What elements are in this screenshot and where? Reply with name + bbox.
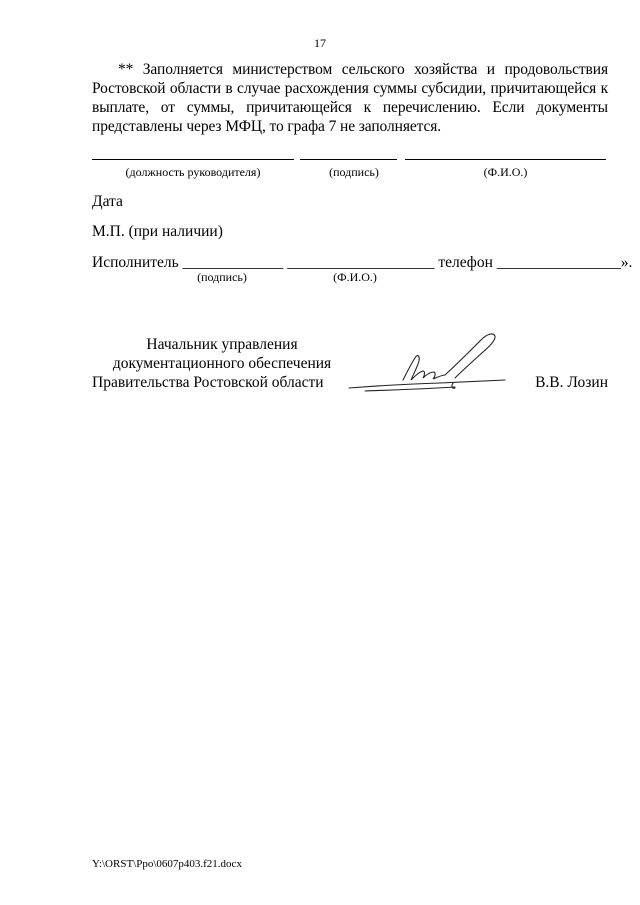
executor-signature-caption: (подпись) (197, 270, 247, 284)
position-line (92, 159, 294, 160)
closing-title-line1: Начальник управления (146, 336, 298, 353)
page-number: 17 (314, 36, 326, 50)
footnote-paragraph: ** Заполняется министерством сельского хозяйства и продовольствия Ростовской области в случае расхождения суммы субсидии, причитающейся к выплате, от суммы, причитающейся к перечислению. Если документы представлены через МФЦ, то графа 7 не заполняется. (92, 61, 608, 135)
stamp-label: М.П. (при наличии) (92, 223, 223, 240)
handwritten-signature (345, 328, 515, 398)
file-path: Y:\ORST\Ppo\0607p403.f21.docx (92, 858, 242, 870)
date-label: Дата (92, 193, 123, 210)
name-line (405, 159, 606, 160)
executor-name-caption: (Ф.И.О.) (333, 270, 377, 284)
position-caption: (должность руководителя) (125, 165, 261, 179)
name-caption: (Ф.И.О.) (483, 165, 528, 179)
signer-name: В.В. Лозин (535, 374, 608, 391)
closing-title-line2: документационного обеспечения (112, 355, 332, 372)
closing-title-line3: Правительства Ростовской области (92, 374, 324, 391)
signature-line (300, 159, 397, 160)
signature-caption: (подпись) (329, 165, 379, 179)
executor-line: Исполнитель _____________ ___________________ телефон ________________». (92, 254, 633, 271)
